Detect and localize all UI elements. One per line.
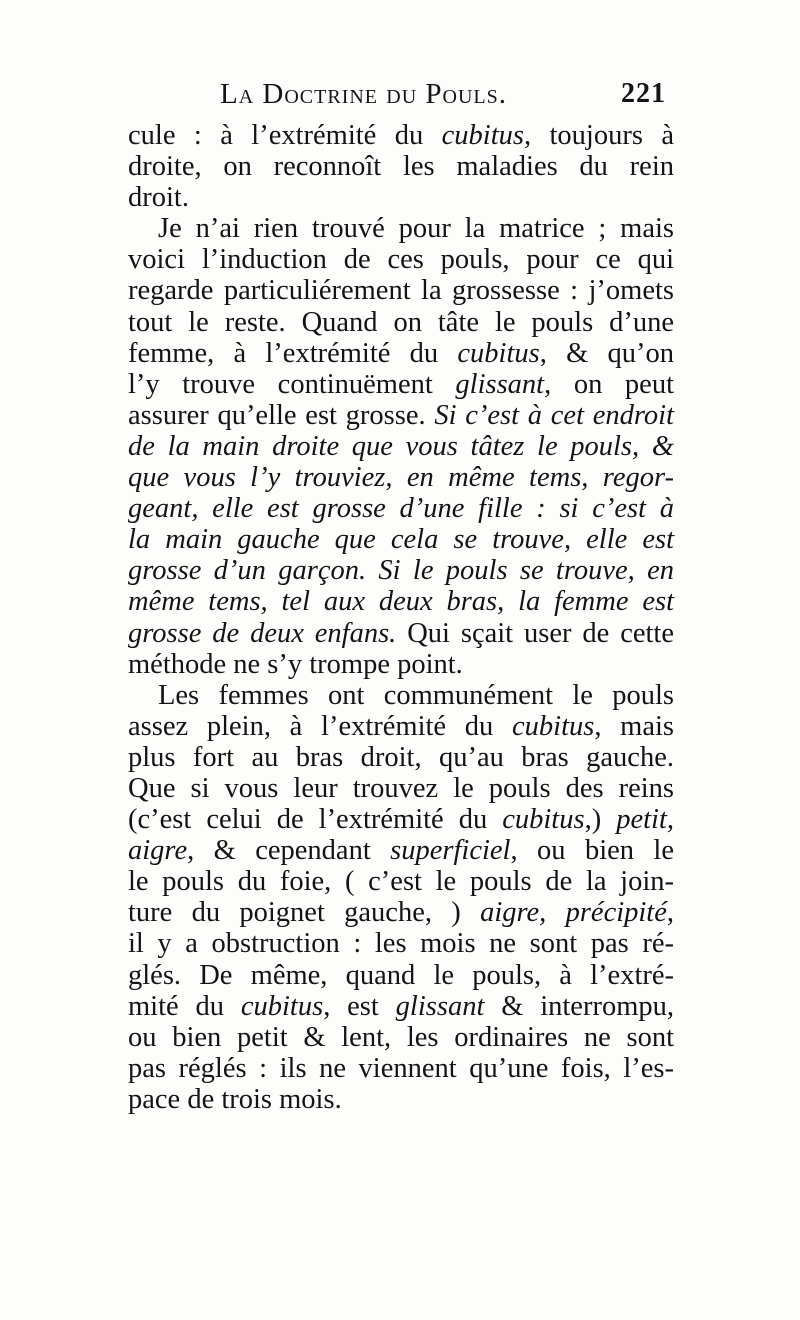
text-segment: tout le reste. Quand on tâte le pouls d’une (128, 306, 674, 338)
text-segment: , on peut (544, 368, 674, 400)
text-line (128, 618, 674, 649)
text-segment: droit. (128, 182, 189, 214)
page-number: 221 (621, 78, 666, 109)
text-line (128, 462, 674, 493)
text-line (128, 493, 674, 524)
text-segment: & interrompu, (484, 990, 674, 1022)
text-line (128, 244, 674, 275)
text-segment: regarde particuliérement la grossesse : j’omets (128, 275, 674, 307)
text-segment: ture du poignet gauche, ) (128, 897, 481, 929)
italic-segment: de la main droite que vous tâtez le pouls, & (128, 430, 674, 462)
italic-segment: même tems, tel aux deux bras, la femme est (128, 586, 674, 618)
italic-segment: grosse de deux enfans. (128, 617, 397, 649)
text-segment: , mais (594, 710, 674, 742)
text-line (128, 1053, 674, 1084)
text-line (128, 680, 674, 711)
italic-segment: geant, elle est grosse d’une fille : si c’est à (128, 493, 674, 525)
italic-segment: superficiel (390, 835, 511, 867)
page-header (130, 78, 670, 118)
italic-segment: Si c’est à cet endroit (434, 399, 674, 431)
body-text (128, 120, 674, 1115)
text-line (128, 524, 674, 555)
text-line (128, 151, 674, 182)
italic-segment: glissant (395, 990, 485, 1022)
italic-segment: aigre (128, 835, 188, 867)
italic-segment: cubitus (512, 710, 595, 742)
italic-segment: cubitus (240, 990, 324, 1022)
text-line (128, 711, 674, 742)
text-line (128, 120, 674, 151)
text-segment: , & qu’on (539, 337, 674, 369)
text-line (128, 213, 674, 244)
text-line (128, 338, 674, 369)
text-line (128, 586, 674, 617)
text-line (128, 431, 674, 462)
text-segment: , (666, 897, 674, 929)
text-segment: assez plein, à l’extrémité du (128, 710, 512, 742)
text-segment: Je n’ai rien trouvé pour la matrice ; mais (158, 213, 674, 245)
text-line (128, 182, 674, 213)
text-segment: , toujours à (523, 120, 674, 151)
text-line (128, 773, 674, 804)
text-segment: le pouls du foie, ( c’est le pouls de la join- (128, 866, 674, 898)
text-segment: pas réglés : ils ne viennent qu’une fois, l’es- (128, 1052, 674, 1084)
text-line (128, 275, 674, 306)
text-line (128, 1084, 674, 1115)
text-line (128, 555, 674, 586)
italic-segment: petit, (616, 804, 674, 836)
italic-segment: aigre, précipité (480, 897, 667, 929)
italic-segment: cubitus (457, 337, 540, 369)
text-line (128, 400, 674, 431)
text-line (128, 835, 674, 866)
text-segment: pace de trois mois. (128, 1083, 342, 1115)
text-line (128, 369, 674, 400)
text-segment: mité du (128, 990, 241, 1022)
text-line (128, 897, 674, 928)
text-segment: femme, à l’extrémité du (128, 337, 458, 369)
text-segment: (c’est celui de l’extrémité du (128, 804, 503, 836)
text-line (128, 307, 674, 338)
italic-segment: la main gauche que cela se trouve, elle est (128, 524, 674, 556)
text-line (128, 960, 674, 991)
text-segment: voici l’induction de ces pouls, pour ce qui (128, 244, 674, 276)
text-segment: , est (323, 990, 396, 1022)
text-segment: ou bien petit & lent, les ordinaires ne sont (128, 1021, 674, 1053)
text-line (128, 649, 674, 680)
text-line (128, 991, 674, 1022)
text-line (128, 1022, 674, 1053)
text-segment: l’y trouve continuëment (128, 368, 456, 400)
text-segment: assurer qu’elle est grosse. (128, 399, 435, 431)
text-segment: droite, on reconnoît les maladies du rein (128, 151, 674, 183)
italic-segment: cubitus (441, 120, 524, 151)
text-segment: ,) (584, 804, 617, 836)
text-segment: méthode ne s’y trompe point. (128, 648, 463, 680)
text-segment: , & cependant (187, 835, 391, 867)
text-line (128, 928, 674, 959)
text-segment: il y a obstruction : les mois ne sont pas ré- (128, 928, 674, 960)
text-line (128, 804, 674, 835)
text-line (128, 742, 674, 773)
text-segment: Les femmes ont communément le pouls (158, 679, 674, 711)
text-segment: Qui sçait user de cette (396, 617, 674, 649)
text-line (128, 866, 674, 897)
running-title: La Doctrine du Pouls. (220, 78, 508, 110)
text-segment: plus fort au bras droit, qu’au bras gauche. (128, 741, 674, 773)
text-segment: , ou bien le (510, 835, 674, 867)
italic-segment: grosse d’un garçon. Si le pouls se trouve, en (128, 555, 674, 587)
text-segment: cule : à l’extrémité du (128, 120, 442, 151)
text-segment: glés. De même, quand le pouls, à l’extré- (128, 959, 674, 991)
text-segment: Que si vous leur trouvez le pouls des reins (128, 772, 674, 804)
italic-segment: que vous l’y trouviez, en même tems, regor- (128, 462, 674, 494)
italic-segment: cubitus (502, 804, 585, 836)
italic-segment: glissant (455, 368, 545, 400)
